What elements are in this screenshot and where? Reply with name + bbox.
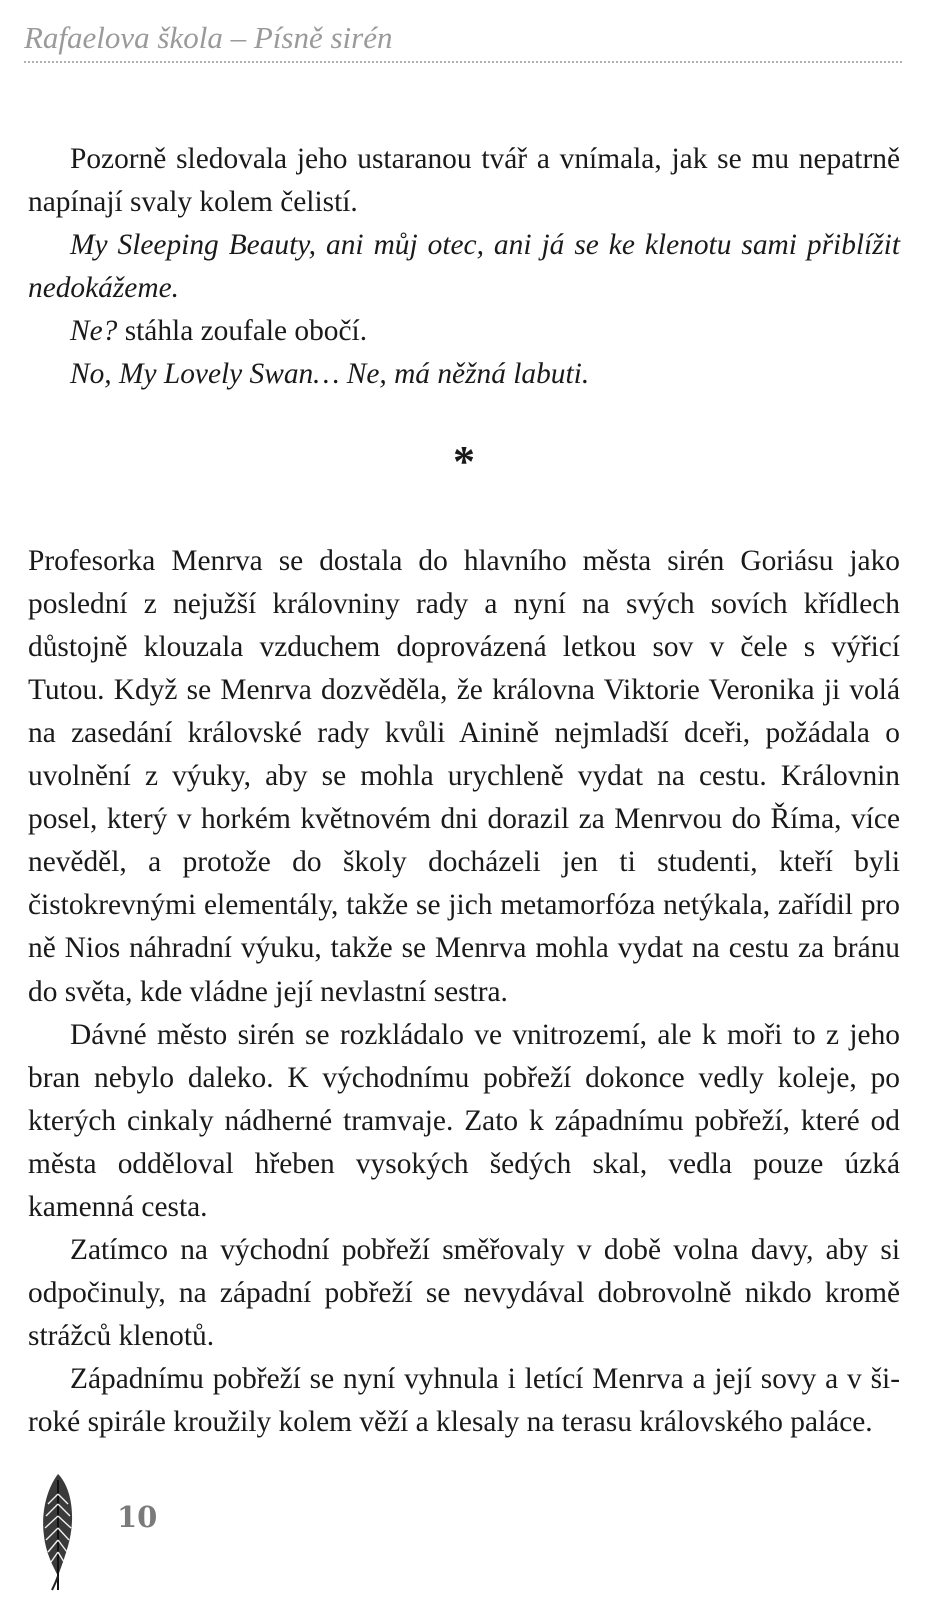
paragraph-3-rest: stáhla zoufale obočí. xyxy=(117,315,368,348)
paragraph-3 xyxy=(28,310,900,353)
paragraph-4: No, My Lovely Swan… Ne, má něžná labuti. xyxy=(70,358,590,391)
running-head-title: Rafaelova škola – Písně sirén xyxy=(24,20,393,55)
body-text xyxy=(28,138,900,1445)
page-number: 10 xyxy=(117,1500,158,1534)
paragraph-5: Profesorka Menrva se dostala do hlavního města sirén Goriásu jako poslední z nejužší královniny rady a nyní na svých sovích křídlech důstojně klouzala vzduchem doprovázená letkou sov v čele s výřicí Tutou. Když se Menrva dozvěděla, že královna Viktorie Veronika ji volá na zasedání královské rady kvůli Ainině nejmladší dceři, požádala o uvolnění z výuky, aby se mohla urychleně vydat na cestu. Královnin posel, který v horkém květnovém dni dorazil za Menrvou do Říma, více nevěděl, a protože do školy docházeli jen ti studenti, kteří byli čistokrevnými elementály, takže se jich metamorfóza netýkala, zařídil pro ně Nios náhradní výuku, takže se Menrva mohla vydat na cestu za bránu do světa, kde vládne její nevlastní sestra. xyxy=(28,544,900,1008)
header-divider xyxy=(24,61,902,63)
paragraph-1: Pozorně sledovala jeho ustaranou tvář a vnímala, jak se mu nepatrně napínají svaly kolem čelistí. xyxy=(28,143,900,219)
feather-icon xyxy=(32,1470,84,1594)
paragraph-7: Zatímco na východní pobřeží směřovaly v době volna davy, aby si odpočinuly, na západní pobřeží se nevydával dobrovolně nikdo kromě strážců klenotů. xyxy=(28,1234,900,1353)
paragraph-3-italic: Ne? xyxy=(70,315,118,348)
paragraph-8: Západnímu pobřeží se nyní vyhnula i letící Menrva a její sovy a v široké spirále kroužily kolem věží a klesaly na terasu královského paláce. xyxy=(28,1363,900,1439)
paragraph-2: My Sleeping Beauty, ani můj otec, ani já se ke klenotu sami přiblížit nedokážeme. xyxy=(28,229,900,305)
section-separator: * xyxy=(453,436,475,486)
paragraph-6: Dávné město sirén se rozkládalo ve vnitrozemí, ale k moři to z jeho bran nebylo daleko. K východnímu pobřeží dokonce vedly koleje, po kterých cinkaly nádherné tramvaje. Zato k západnímu pobřeží, které od města odděloval hřeben vysokých šedých skal, vedla pouze úzká kamenná cesta. xyxy=(28,1018,900,1223)
